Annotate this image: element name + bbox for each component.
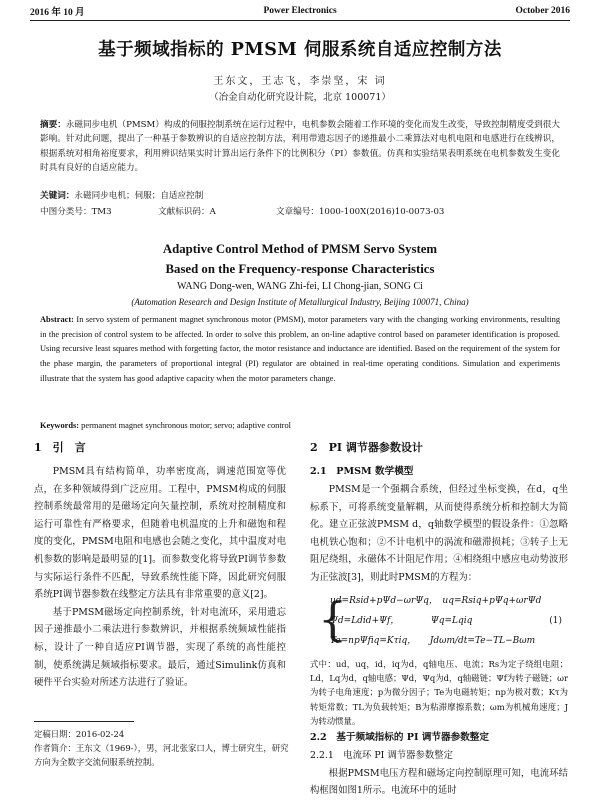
article-number: 文章编号：1000-100X(2016)10-0073-03 (276, 207, 445, 217)
affiliation-cn: （冶金自动化研究设计院，北京 100071） (209, 92, 391, 103)
running-header (30, 4, 570, 18)
keywords-cn-label: 关键词： (40, 191, 75, 201)
authors-en: WANG Dong-wen, WANG Zhi-fei, LI Chong-jian, SONG Ci (177, 281, 423, 292)
abstract-en (40, 313, 560, 387)
section-2-2-1-heading: 2.2.1 电流环 PI 调节器参数整定 (310, 749, 453, 761)
header-rule (30, 20, 570, 21)
keywords-en-label: Keywords: (40, 421, 80, 430)
abstract-en-text: In servo system of permanent magnet synchronous motor (PMSM), motor parameters vary with the changing working environments, resulting in the precision of control system to be affected. In order to solve this problem, an on-line adaptive control based on parameter identification is proposed. Using recursive least squares method with forgetting factor, the motor resistance and inductance are identified. Based on the requirement of the system for the phase margin, the parameters of proportional integral (PI) regulator are obtained in real-time operating conditions. Simulation and experiments illustrate that the system has good adaptive capacity when the motor parameters change. (40, 315, 561, 383)
paper-title-cn: 基于频域指标的 PMSM 伺服系统自适应控制方法 (98, 40, 502, 60)
section-2-1-heading: 2.1 PMSM 数学模型 (310, 466, 414, 477)
section-1-heading: 1 引 言 (34, 441, 86, 454)
affiliation-en: (Automation Research and Design Institute of Metallurgical Industry, Beijing 100071, China) (131, 297, 469, 307)
keywords-cn (40, 189, 560, 201)
abstract-cn-label: 摘要： (40, 120, 66, 130)
abstract-cn (40, 118, 560, 175)
title-en-line2: Based on the Frequency-response Characteristics (165, 262, 435, 276)
section-2-2-heading: 2.2 基于频域指标的 PI 调节器参数整定 (310, 731, 489, 743)
abstract-en-label: Abstract: (40, 315, 74, 324)
left-column (34, 437, 286, 692)
authors-cn: 王东文，王志飞，李崇坚，宋 词 (213, 76, 387, 87)
footnote (34, 727, 290, 769)
classification-row (40, 205, 560, 217)
footnote-received: 定稿日期：2016-02-24 (34, 729, 125, 739)
right-column (310, 437, 568, 800)
footnote-rule (34, 721, 134, 722)
equation-brace: { (318, 591, 348, 646)
keywords-en-text: permanent magnet synchronous motor; servo; adaptive control (81, 421, 291, 430)
section-2-heading: 2 PI 调节器参数设计 (310, 441, 423, 454)
header-journal: Power Electronics (263, 6, 337, 16)
keywords-en (40, 421, 560, 430)
title-en-line1: Adaptive Control Method of PMSM Servo System (162, 242, 438, 256)
header-date-en: October 2016 (515, 6, 570, 16)
section-2-1-para: PMSM是一个强耦合系统，但经过坐标变换，在d，q坐标系下，可将系统变量解耦，从而使得系统分析和控制大为简化。建立正弦波PMSM d，q轴数学模型的假设条件：①忽略电机铁心饱和；②不计电机中的涡流和磁滞损耗；③转子上无阻尼绕组，永磁体不计阻尼作用；④相绕组中感应电动势波形为正弦波[3]，则此时PMSM的方程为： (310, 484, 568, 583)
equation-line-3: Te=npΨfiq=Kτiq， Jdωm/dt=Te−TL−Bωm (330, 635, 536, 646)
abstract-cn-text: 永磁同步电机（PMSM）构成的伺服控制系统在运行过程中，电机参数会随着工作环境的变化而发生改变，导致控制精度受到很大影响。针对此问题，提出了一种基于参数辨识的自适应控制方法，利用带遗忘因子的递推最小二乘算法对电机电阻和电感进行在线辨识，根据系统对相角裕度要求，利用辨识结果实时计算出运行条件下的比例积分（PI）参数值。仿真和实验结果表明系统在电机参数发生变化时具有良好的自适应能力。 (40, 120, 560, 173)
footnote-author: 作者简介：王东文（1969-），男，河北张家口人，博士研究生，研究方向为全数字交流伺服系统控制。 (34, 743, 289, 767)
header-date-cn: 2016 年 10 月 (30, 8, 85, 18)
section-2-2-1-para: 根据PMSM电压方程和磁场定向控制原理可知，电流环结构框图如图1所示。电流环中的延时 (310, 767, 568, 797)
variable-explanation: 式中：ud，uq，id，iq为d，q轴电压、电流；Rs为定子绕组电阻；Ld，Lq为d，q轴电感；Ψd，Ψq为d，q轴磁链；Ψf为转子磁链；ωr为转子电角速度；p为微分因子；Te为电磁转矩；np为极对数；Kτ为转矩常数；TL为负载转矩；B为粘滞摩擦系数；ωm为机械角速度；J为转动惯量。 (310, 658, 568, 727)
clc-number: 中图分类号：TM3 (40, 207, 112, 217)
equation-1 (318, 589, 568, 655)
keywords-cn-text: 永磁同步电机；伺服；自适应控制 (74, 191, 204, 201)
section-1-para-1: PMSM具有结构简单，功率密度高，调速范围宽等优点，在多种领域得到广泛应用。工程中，PMSM构成的伺服控制系统最常用的是磁场定向矢量控制，系统对控制精度和运行可靠性有严格要求，但随着电机温度的上升和磁饱和程度的变化，PMSM电阻和电感也会随之变化，其中温度对电机参数的影响是最明显的[1]。而参数变化将导致PI调节参数与实际运行条件不匹配，导致系统性能下降，因此研究伺服系统PI调节器参数在线整定方法具有非常重要的意义[2]。 (34, 466, 286, 601)
paper-title-en (0, 239, 600, 279)
section-1-para-2: 基于PMSM磁场定向控制系统，针对电流环，采用遗忘因子递推最小二乘法进行参数辨识，并根据系统频域性能指标，设计了一种自适应PI调节器，实现了系统的高性能控制，使系统满足频域指标要求。最后，通过Simulink仿真和硬件平台实验对所述方法进行了验证。 (34, 606, 286, 689)
document-code: 文献标识码：A (158, 207, 216, 217)
equation-line-2: Ψd=Ldid+Ψf， Ψq=Lqiq (330, 615, 473, 626)
equation-line-1: ud=Rsid+pΨd−ωrΨq， uq=Rsiq+pΨq+ωrΨd (330, 595, 542, 606)
equation-number: (1) (549, 615, 562, 626)
